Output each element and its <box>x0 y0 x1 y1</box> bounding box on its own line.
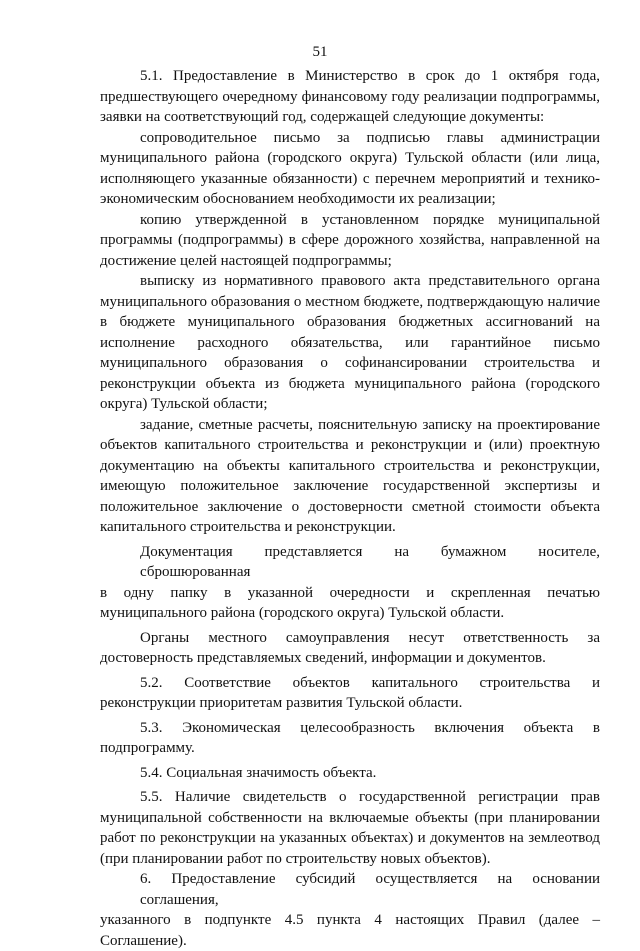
paragraph <box>100 210 600 272</box>
text-line: документацию на объекты капитального строительства и реконструкции, <box>100 456 600 477</box>
text-line: 5.4. Социальная значимость объекта. <box>100 763 600 784</box>
text-line: реконструкции объекта из бюджета муниципального района (городского <box>100 374 600 395</box>
text-line: муниципального района (городского округа) Тульской области (или лица, <box>100 148 600 169</box>
text-line: муниципального образования о софинансировании строительства и <box>100 353 600 374</box>
text-line: 5.5. Наличие свидетельств о государственной регистрации прав <box>100 787 600 808</box>
text-line: экономическим обоснованием необходимости их реализации; <box>100 189 600 210</box>
paragraph <box>100 542 600 624</box>
text-line: 5.2. Соответствие объектов капитального строительства и <box>100 673 600 694</box>
paragraph <box>100 271 600 415</box>
paragraph <box>100 415 600 538</box>
text-line: задание, сметные расчеты, пояснительную записку на проектирование <box>100 415 600 436</box>
text-line: выписку из нормативного правового акта представительного органа <box>100 271 600 292</box>
text-line: работ по реконструкции на указанных объектах) и документов на землеотвод <box>100 828 600 849</box>
text-line: муниципального района (городского округа) Тульской области. <box>100 603 600 624</box>
text-line: положительное заключение о достоверности сметной стоимости объекта <box>100 497 600 518</box>
text-line: сопроводительное письмо за подписью главы администрации <box>100 128 600 149</box>
text-line: предшествующего очередному финансовому году реализации подпрограммы, <box>100 87 600 108</box>
text-line: достижение целей настоящей подпрограммы; <box>100 251 600 272</box>
text-line: указанного в подпункте 4.5 пункта 4 настоящих Правил (далее – <box>100 910 600 931</box>
text-line: 5.1. Предоставление в Министерство в срок до 1 октября года, <box>100 66 600 87</box>
text-line: в бюджете муниципального образования бюджетных ассигнований на <box>100 312 600 333</box>
text-line: заявки на соответствующий год, содержащей следующие документы: <box>100 107 600 128</box>
text-line: реконструкции приоритетам развития Тульской области. <box>100 693 600 714</box>
text-line: Документация представляется на бумажном носителе, сброшюрованная <box>100 542 600 583</box>
text-line: достоверность представляемых сведений, информации и документов. <box>100 648 600 669</box>
document-body <box>100 66 600 951</box>
text-line: объектов капитального строительства и реконструкции и (или) проектную <box>100 435 600 456</box>
paragraph <box>100 628 600 669</box>
text-line: (при планировании работ по строительству новых объектов). <box>100 849 600 870</box>
paragraph <box>100 787 600 869</box>
paragraph <box>100 763 600 784</box>
text-line: Органы местного самоуправления несут ответственность за <box>100 628 600 649</box>
text-line: 6. Предоставление субсидий осуществляется на основании соглашения, <box>100 869 600 910</box>
text-line: исполняющего указанные обязанности) с перечнем мероприятий и технико- <box>100 169 600 190</box>
text-line: муниципальной собственности на включаемые объекты (при планировании <box>100 808 600 829</box>
paragraph <box>100 718 600 759</box>
text-line: капитального строительства и реконструкции. <box>100 517 600 538</box>
paragraph <box>100 128 600 210</box>
text-line: в одну папку в указанной очередности и скрепленная печатью <box>100 583 600 604</box>
text-line: муниципального образования о местном бюджете, подтверждающую наличие <box>100 292 600 313</box>
paragraph <box>100 869 600 951</box>
text-line: округа) Тульской области; <box>100 394 600 415</box>
text-line: подпрограмму. <box>100 738 600 759</box>
text-line: имеющую положительное заключение государственной экспертизы и <box>100 476 600 497</box>
text-line: копию утвержденной в установленном порядке муниципальной <box>100 210 600 231</box>
text-line: 5.3. Экономическая целесообразность включения объекта в <box>100 718 600 739</box>
text-line: исполнение расходного обязательства, или гарантийное письмо <box>100 333 600 354</box>
page-number: 51 <box>0 44 640 61</box>
paragraph <box>100 673 600 714</box>
paragraph <box>100 66 600 128</box>
text-line: программы (подпрограммы) в сфере дорожного хозяйства, направленной на <box>100 230 600 251</box>
text-line: Соглашение). <box>100 931 600 951</box>
